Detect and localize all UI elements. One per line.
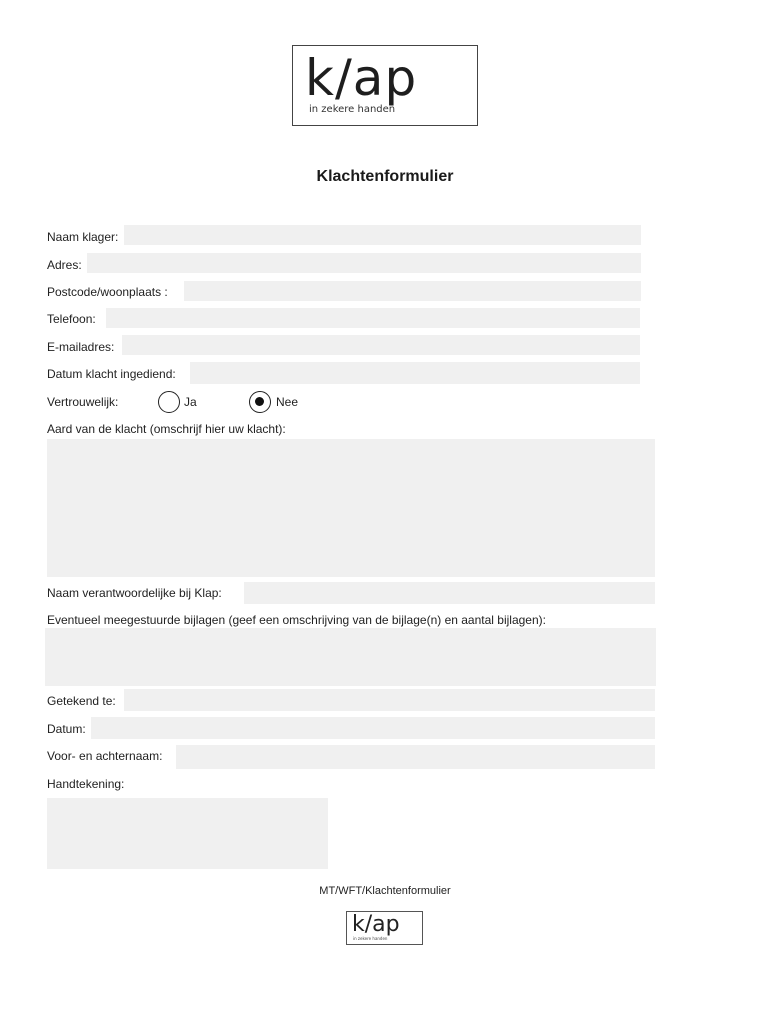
small-logo-tagline: in zekere handen [353, 936, 388, 941]
naam-klager-field[interactable] [124, 225, 641, 245]
datum-klacht-field[interactable] [190, 362, 640, 384]
klap-logo [292, 45, 478, 126]
datum-field[interactable] [91, 717, 655, 739]
bijlagen-label: Eventueel meegestuurde bijlagen (geef een omschrijving van de bijlage(n) en aantal bijlagen): [47, 613, 546, 627]
vertrouwelijk-nee-radio[interactable] [249, 391, 271, 413]
adres-label: Adres: [47, 258, 82, 272]
vertrouwelijk-nee-label: Nee [276, 395, 299, 409]
getekend-te-label: Getekend te: [47, 694, 116, 708]
telefoon-label: Telefoon: [47, 312, 96, 326]
postcode-field[interactable] [184, 281, 641, 301]
email-label: E-mailadres: [47, 340, 115, 354]
handtekening-label: Handtekening: [47, 777, 125, 791]
telefoon-field[interactable] [106, 308, 640, 328]
logo-wordmark: k/ap [305, 49, 418, 107]
handtekening-field[interactable] [47, 798, 328, 869]
vertrouwelijk-ja-radio[interactable] [158, 391, 180, 413]
adres-field[interactable] [87, 253, 641, 273]
getekend-te-field[interactable] [124, 689, 655, 711]
logo-tagline: in zekere handen [309, 104, 396, 115]
small-logo-wordmark: k/ap [352, 912, 400, 937]
naam-klager-label: Naam klager: [47, 230, 119, 244]
aard-klacht-label: Aard van de klacht (omschrijf hier uw klacht): [47, 422, 286, 436]
klap-logo-small [346, 911, 423, 945]
verantwoordelijke-field[interactable] [244, 582, 655, 604]
verantwoordelijke-label: Naam verantwoordelijke bij Klap: [47, 586, 222, 600]
naam-label: Voor- en achternaam: [47, 749, 163, 763]
naam-field[interactable] [176, 745, 655, 769]
footer-reference: MT/WFT/Klachtenformulier [319, 885, 451, 897]
datum-label: Datum: [47, 722, 86, 736]
form-title: Klachtenformulier [316, 168, 454, 185]
datum-klacht-label: Datum klacht ingediend: [47, 367, 176, 381]
postcode-label: Postcode/woonplaats : [47, 285, 168, 299]
vertrouwelijk-ja-label: Ja [184, 395, 197, 409]
bijlagen-textarea[interactable] [45, 628, 656, 686]
vertrouwelijk-label: Vertrouwelijk: [47, 395, 119, 409]
aard-klacht-textarea[interactable] [47, 439, 655, 577]
email-field[interactable] [122, 335, 640, 355]
